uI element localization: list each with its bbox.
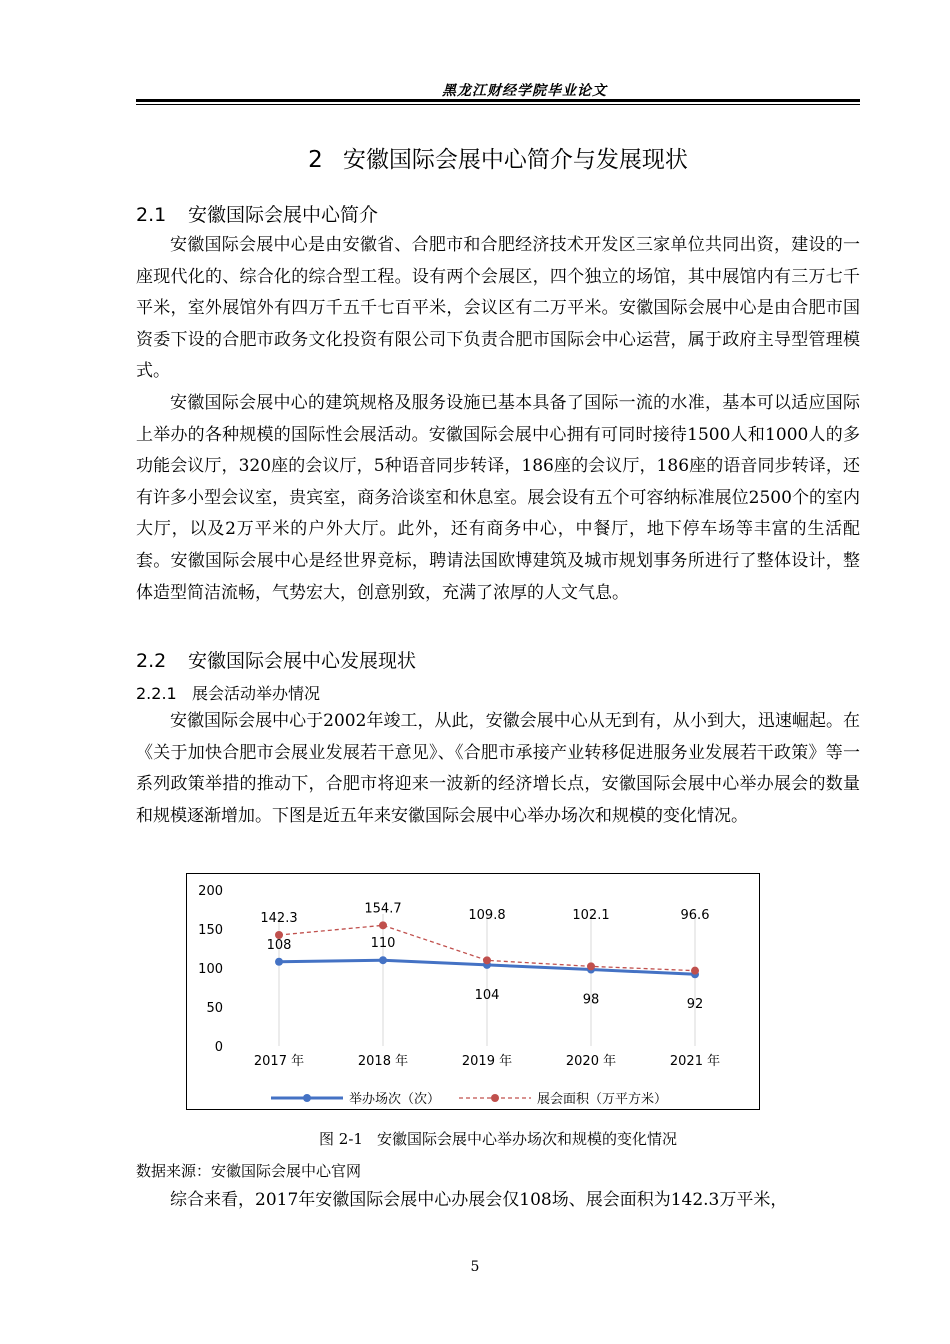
data-label: 142.3	[260, 911, 298, 927]
data-point	[275, 958, 283, 966]
x-tick-label: 2019 年	[461, 1054, 513, 1069]
data-point	[379, 921, 387, 929]
paragraph-intro-1: 安徽国际会展中心是由安徽省、合肥市和合肥经济技术开发区三家单位共同出资，建设的一座现代化的、综合化的综合型工程。设有两个会展区，四个独立的场馆，其中展馆内有三万七千平米，室外展馆外有四万千五千七百平米，会议区有二万平米。安徽国际会展中心是由合肥市国资委下设的合肥市政务文化投资有限公司下负责合肥市国际会中心运营，属于政府主导型管理模式。	[136, 235, 860, 382]
legend-swatch-marker	[491, 1094, 499, 1102]
data-label: 92	[686, 997, 704, 1013]
header-rule-thin	[136, 104, 860, 105]
chapter-number: 2	[308, 147, 323, 173]
data-point	[691, 967, 699, 975]
paragraph-intro-2: 安徽国际会展中心的建筑规格及服务设施已基本具备了国际一流的水准，基本可以适应国际上举办的各种规模的国际性会展活动。安徽国际会展中心拥有可同时接待1500人和1000人的多功能会议厅，320座的会议厅，5种语音同步转译，186座的会议厅，186座的语音同步转译，还有许多小型会议室，贵宾室，商务洽谈室和休息室。展会设有五个可容纳标准展位2500个的室内大厅，以及2万平米的户外大厅。此外，还有商务中心，中餐厅，地下停车场等丰富的生活配套。安徽国际会展中心是经世界竞标，聘请法国欧博建筑及城市规划事务所进行了整体设计，整体造型简洁流畅，气势宏大，创意别致，充满了浓厚的人文气息。	[136, 393, 860, 603]
line-chart-frame	[186, 873, 760, 1110]
x-tick-label: 2020 年	[565, 1054, 617, 1069]
paragraph-activities: 安徽国际会展中心于2002年竣工，从此，安徽会展中心从无到有，从小到大，迅速崛起。在《关于加快合肥市会展业发展若干意见》、《合肥市承接产业转移促进服务业发展若干政策》等一系列政策举措的推动下，合肥市将迎来一波新的经济增长点，安徽国际会展中心举办展会的数量和规模逐渐增加。下图是近五年来安徽国际会展中心举办场次和规模的变化情况。	[136, 711, 860, 826]
section-number: 2.2	[136, 650, 167, 672]
page-number: 5	[470, 1259, 480, 1275]
chapter-title: 安徽国际会展中心简介与发展现状	[342, 147, 688, 173]
data-label: 96.6	[680, 908, 710, 923]
section-heading-2-2	[136, 646, 416, 673]
data-point	[587, 962, 595, 970]
data-point	[379, 956, 387, 964]
figure-caption	[136, 1128, 860, 1149]
section-title: 安徽国际会展中心简介	[188, 204, 379, 226]
section-title: 安徽国际会展中心发展现状	[188, 650, 417, 672]
legend-label: 举办场次（次）	[349, 1092, 441, 1107]
data-label: 110	[370, 936, 396, 952]
header-rule-thick	[136, 99, 860, 102]
legend-swatch-marker	[303, 1094, 311, 1102]
data-point	[483, 956, 491, 964]
subsection-number: 2.2.1	[136, 684, 177, 703]
y-tick-label: 50	[206, 1001, 223, 1016]
subsection-title: 展会活动举办情况	[192, 684, 321, 703]
legend-label: 展会面积（万平方米）	[537, 1092, 668, 1107]
figure-caption-text: 安徽国际会展中心举办场次和规模的变化情况	[376, 1130, 677, 1148]
data-source-note: 数据来源：安徽国际会展中心官网	[136, 1162, 362, 1180]
section-heading-2-1	[136, 200, 378, 227]
x-tick-label: 2021 年	[669, 1054, 721, 1069]
line-chart	[187, 874, 761, 1111]
x-tick-label: 2017 年	[253, 1054, 305, 1069]
data-label: 154.7	[364, 901, 402, 917]
paragraph-summary: 综合来看，2017年安徽国际会展中心办展会仅108场、展会面积为142.3万平米，	[170, 1190, 788, 1210]
data-label: 98	[582, 992, 600, 1008]
y-tick-label: 100	[198, 962, 223, 977]
data-label: 102.1	[572, 908, 610, 923]
figure-number: 图 2-1	[319, 1130, 363, 1148]
x-tick-label: 2018 年	[357, 1054, 409, 1069]
data-label: 108	[266, 937, 292, 953]
data-label: 109.8	[468, 908, 506, 923]
subsection-heading-2-2-1	[136, 681, 320, 704]
chapter-heading	[136, 141, 860, 174]
y-tick-label: 150	[198, 923, 223, 938]
y-tick-label: 0	[214, 1040, 223, 1055]
running-header: 黑龙江财经学院毕业论文	[442, 83, 607, 99]
y-tick-label: 200	[198, 884, 223, 899]
data-label: 104	[474, 987, 500, 1003]
section-number: 2.1	[136, 204, 167, 226]
